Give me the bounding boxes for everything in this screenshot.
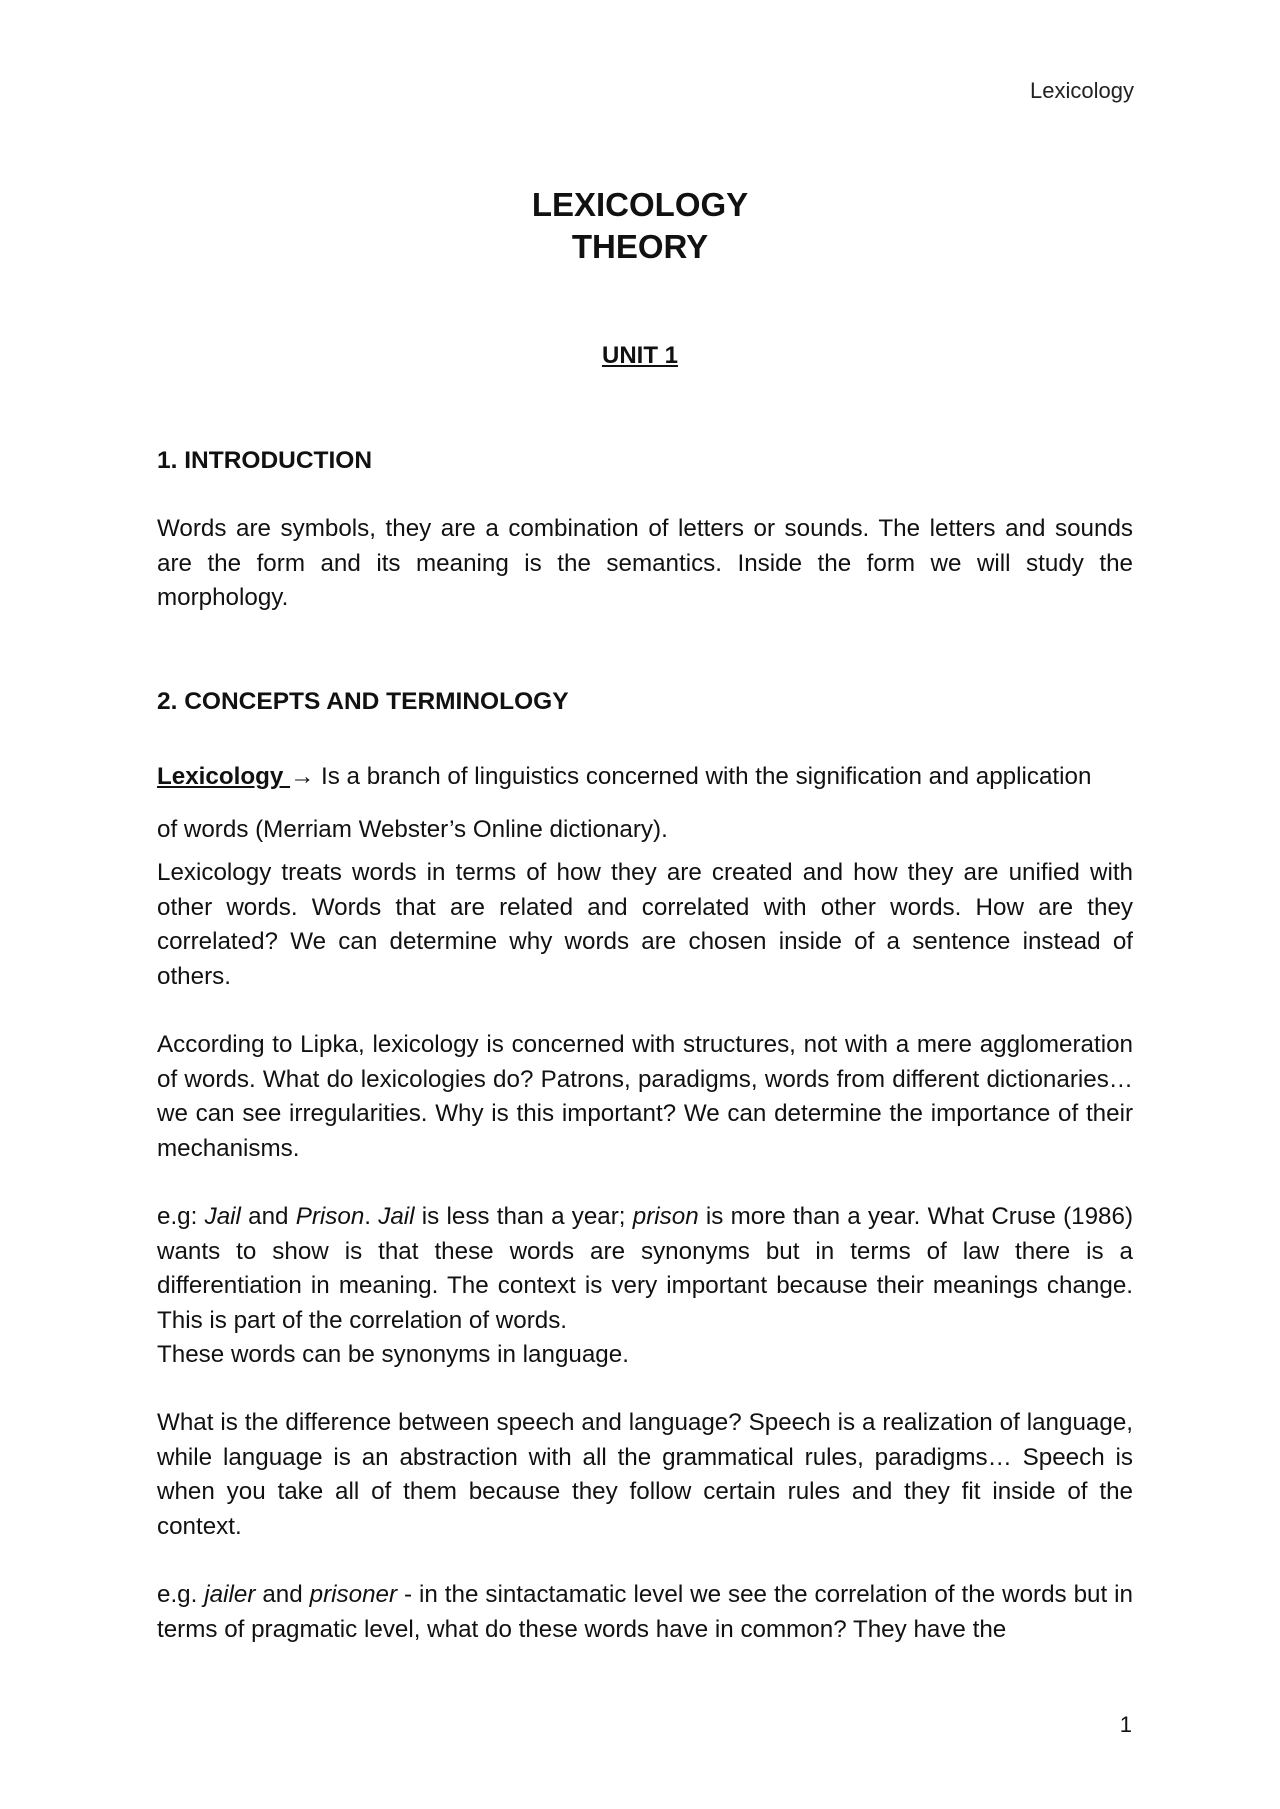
section-heading-introduction: 1. INTRODUCTION [157, 447, 373, 474]
example-text: is more than a year. What Cruse (1986) wants to show is that these words are synonyms but in terms of law there is a differentiation in meaning. The context is very important because their meanings change. This is part of the correlation of words. [157, 1203, 1134, 1334]
example-connector: and [255, 1581, 310, 1608]
example-word: Jail [204, 1203, 241, 1230]
definition-block [157, 760, 1133, 795]
unit-label: UNIT 1 [601, 342, 678, 369]
example-connector: is less than a year; [414, 1203, 633, 1230]
example-word: prisoner [309, 1581, 398, 1608]
paragraph: What is the difference between speech and language? Speech is a realization of language, while language is an abstraction with all the grammatical rules, paradigms… Speech is when you take all of them because they follow certain rules and they fit inside of the context. [157, 1409, 1133, 1540]
example-jailer-prisoner [157, 1578, 1133, 1647]
introduction-paragraph [157, 512, 1133, 616]
concepts-paragraph-3 [157, 1406, 1133, 1544]
example-note: These words can be synonyms in language. [157, 1341, 629, 1368]
example-connector: and [240, 1203, 296, 1230]
example-word: Prison [295, 1203, 365, 1230]
definition-line-2: of words (Merriam Webster’s Online dictionary). [157, 816, 668, 843]
definition-text: Is a branch of linguistics concerned with the signification and application [314, 763, 1092, 790]
definition-continuation [157, 813, 1133, 848]
example-prefix: e.g: [157, 1203, 205, 1230]
example-jail-prison [157, 1200, 1133, 1373]
example-text: - in the sintactamatic level we see the correlation of the words but in terms of pragmatic level, what do these words have in common? They have the [157, 1581, 1133, 1643]
defined-term: Lexicology [157, 763, 291, 790]
section-concepts [157, 685, 1133, 720]
definition-line-1 [157, 760, 1133, 795]
example-paragraph [157, 1578, 1133, 1647]
title-line-2: THEORY [571, 228, 709, 265]
paragraph: Words are symbols, they are a combination of letters or sounds. The letters and sounds are the form and its meaning is the semantics. Inside the form we will study the morphology. [157, 515, 1133, 611]
section-heading-concepts: 2. CONCEPTS AND TERMINOLOGY [157, 688, 569, 715]
paragraph: According to Lipka, lexicology is concerned with structures, not with a mere agglomeration of words. What do lexicologies do? Patrons, paradigms, words from different dictionaries… we can see irregularities. Why is this important? We can determine the importance of their mechanisms. [157, 1031, 1133, 1162]
title-line-1: LEXICOLOGY [531, 186, 749, 223]
concepts-paragraph-1 [157, 856, 1133, 994]
example-word: prison [632, 1203, 699, 1230]
running-header: Lexicology [1030, 78, 1134, 103]
page-number: 1 [1119, 1712, 1132, 1737]
example-word: Jail [378, 1203, 415, 1230]
example-paragraph [157, 1200, 1133, 1338]
paragraph: Lexicology treats words in terms of how they are created and how they are unified with other words. Words that are related and correlated with other words. How are they correlated? We can determine why words are chosen inside of a sentence instead of others. [157, 859, 1133, 990]
arrow-icon: → [290, 763, 315, 790]
example-prefix: e.g. [157, 1581, 205, 1608]
example-word: jailer [204, 1581, 256, 1608]
concepts-paragraph-2 [157, 1028, 1133, 1166]
page-title [0, 184, 1280, 268]
unit-heading [0, 342, 1280, 370]
section-introduction [157, 444, 1133, 479]
example-connector: . [364, 1203, 379, 1230]
